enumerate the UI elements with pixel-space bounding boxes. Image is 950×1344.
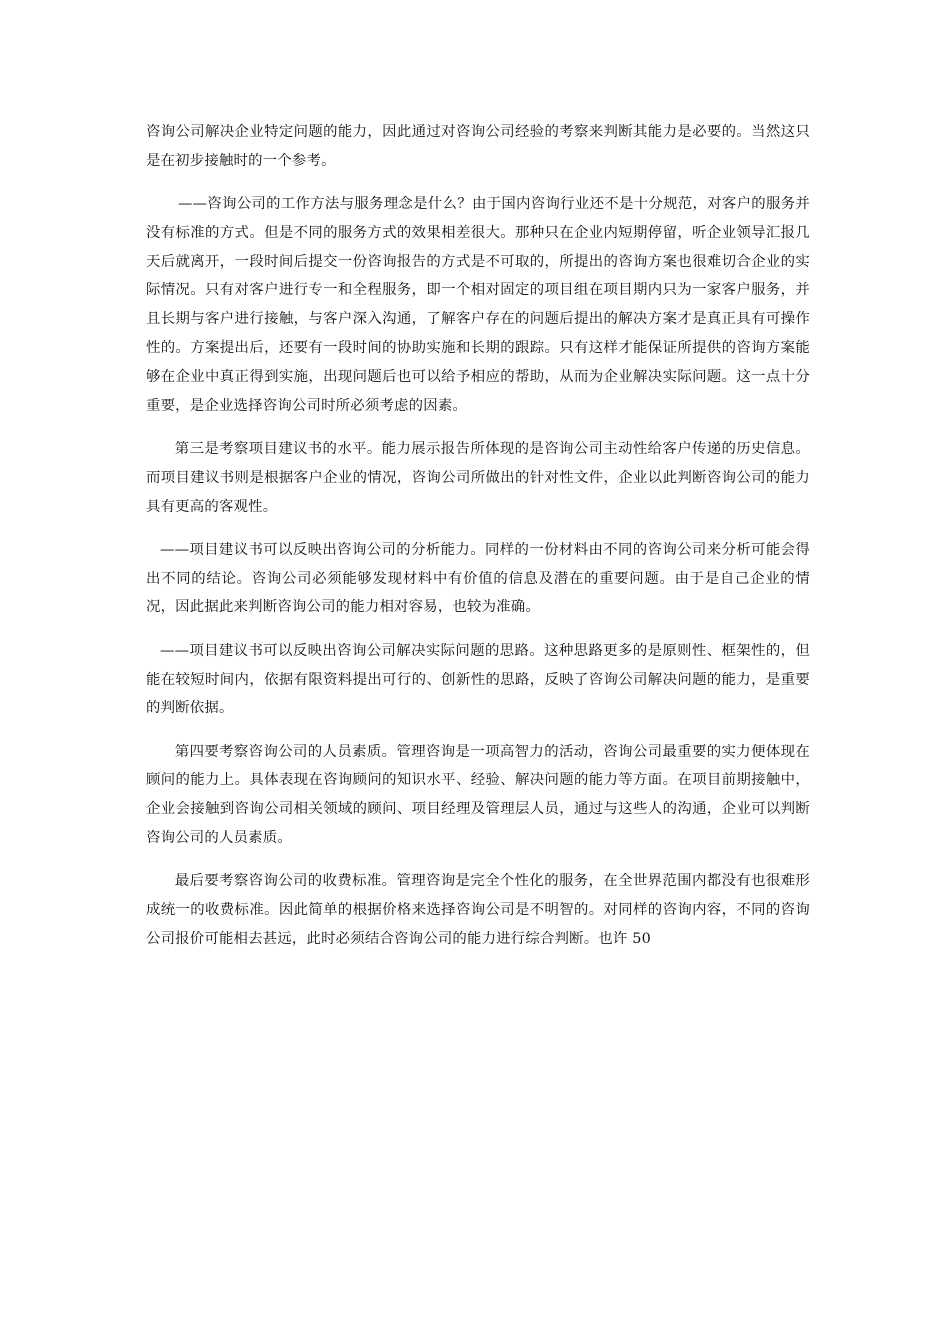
paragraph-7: 最后要考察咨询公司的收费标准。管理咨询是完全个性化的服务，在全世界范围内都没有也很难形成统一的收费标准。因此简单的根据价格来选择咨询公司是不明智的。对同样的咨询内容，不同的咨询公司报价可能相去甚远，此时必须结合咨询公司的能力进行综合判断。也许 50 [146, 873, 810, 947]
paragraph-6: 第四要考察咨询公司的人员素质。管理咨询是一项高智力的活动，咨询公司最重要的实力便体现在顾问的能力上。具体表现在咨询顾问的知识水平、经验、解决问题的能力等方面。在项目前期接触中，企业会接触到咨询公司相关领域的顾问、项目经理及管理层人员，通过与这些人的沟通，企业可以判断咨询公司的人员素质。 [146, 743, 810, 847]
paragraph-2: ——咨询公司的工作方法与服务理念是什么？由于国内咨询行业还不是十分规范，对客户的服务并没有标准的方式。但是不同的服务方式的效果相差很大。那种只在企业内短期停留，听企业领导汇报几天后就离开，一段时间后提交一份咨询报告的方式是不可取的，所提出的咨询方案也很难切合企业的实际情况。只有对客户进行专一和全程服务，即一个相对固定的项目组在项目期内只为一家客户服务，并且长期与客户进行接触，与客户深入沟通，了解客户存在的问题后提出的解决方案才是真正具有可操作性的。方案提出后，还要有一段时间的协助实施和长期的跟踪。只有这样才能保证所提供的咨询方案能够在企业中真正得到实施，出现问题后也可以给予相应的帮助，从而为企业解决实际问题。这一点十分重要，是企业选择咨询公司时所必须考虑的因素。 [146, 196, 810, 414]
document-body [146, 118, 810, 968]
paragraph-3: 第三是考察项目建议书的水平。能力展示报告所体现的是咨询公司主动性给客户传递的历史信息。而项目建议书则是根据客户企业的情况，咨询公司所做出的针对性文件，企业以此判断咨询公司的能力具有更高的客观性。 [146, 440, 810, 515]
paragraph-4: ——项目建议书可以反映出咨询公司的分析能力。同样的一份材料由不同的咨询公司来分析可能会得出不同的结论。咨询公司必须能够发现材料中有价值的信息及潜在的重要问题。由于是自己企业的情况，因此据此来判断咨询公司的能力相对容易，也较为准确。 [146, 541, 810, 616]
paragraph-5: ——项目建议书可以反映出咨询公司解决实际问题的思路。这种思路更多的是原则性、框架性的，但能在较短时间内，依据有限资料提出可行的、创新性的思路，反映了咨询公司解决问题的能力，是重要的判断依据。 [146, 642, 810, 717]
paragraph-1: 咨询公司解决企业特定问题的能力，因此通过对咨询公司经验的考察来判断其能力是必要的。当然这只是在初步接触时的一个参考。 [146, 124, 810, 169]
